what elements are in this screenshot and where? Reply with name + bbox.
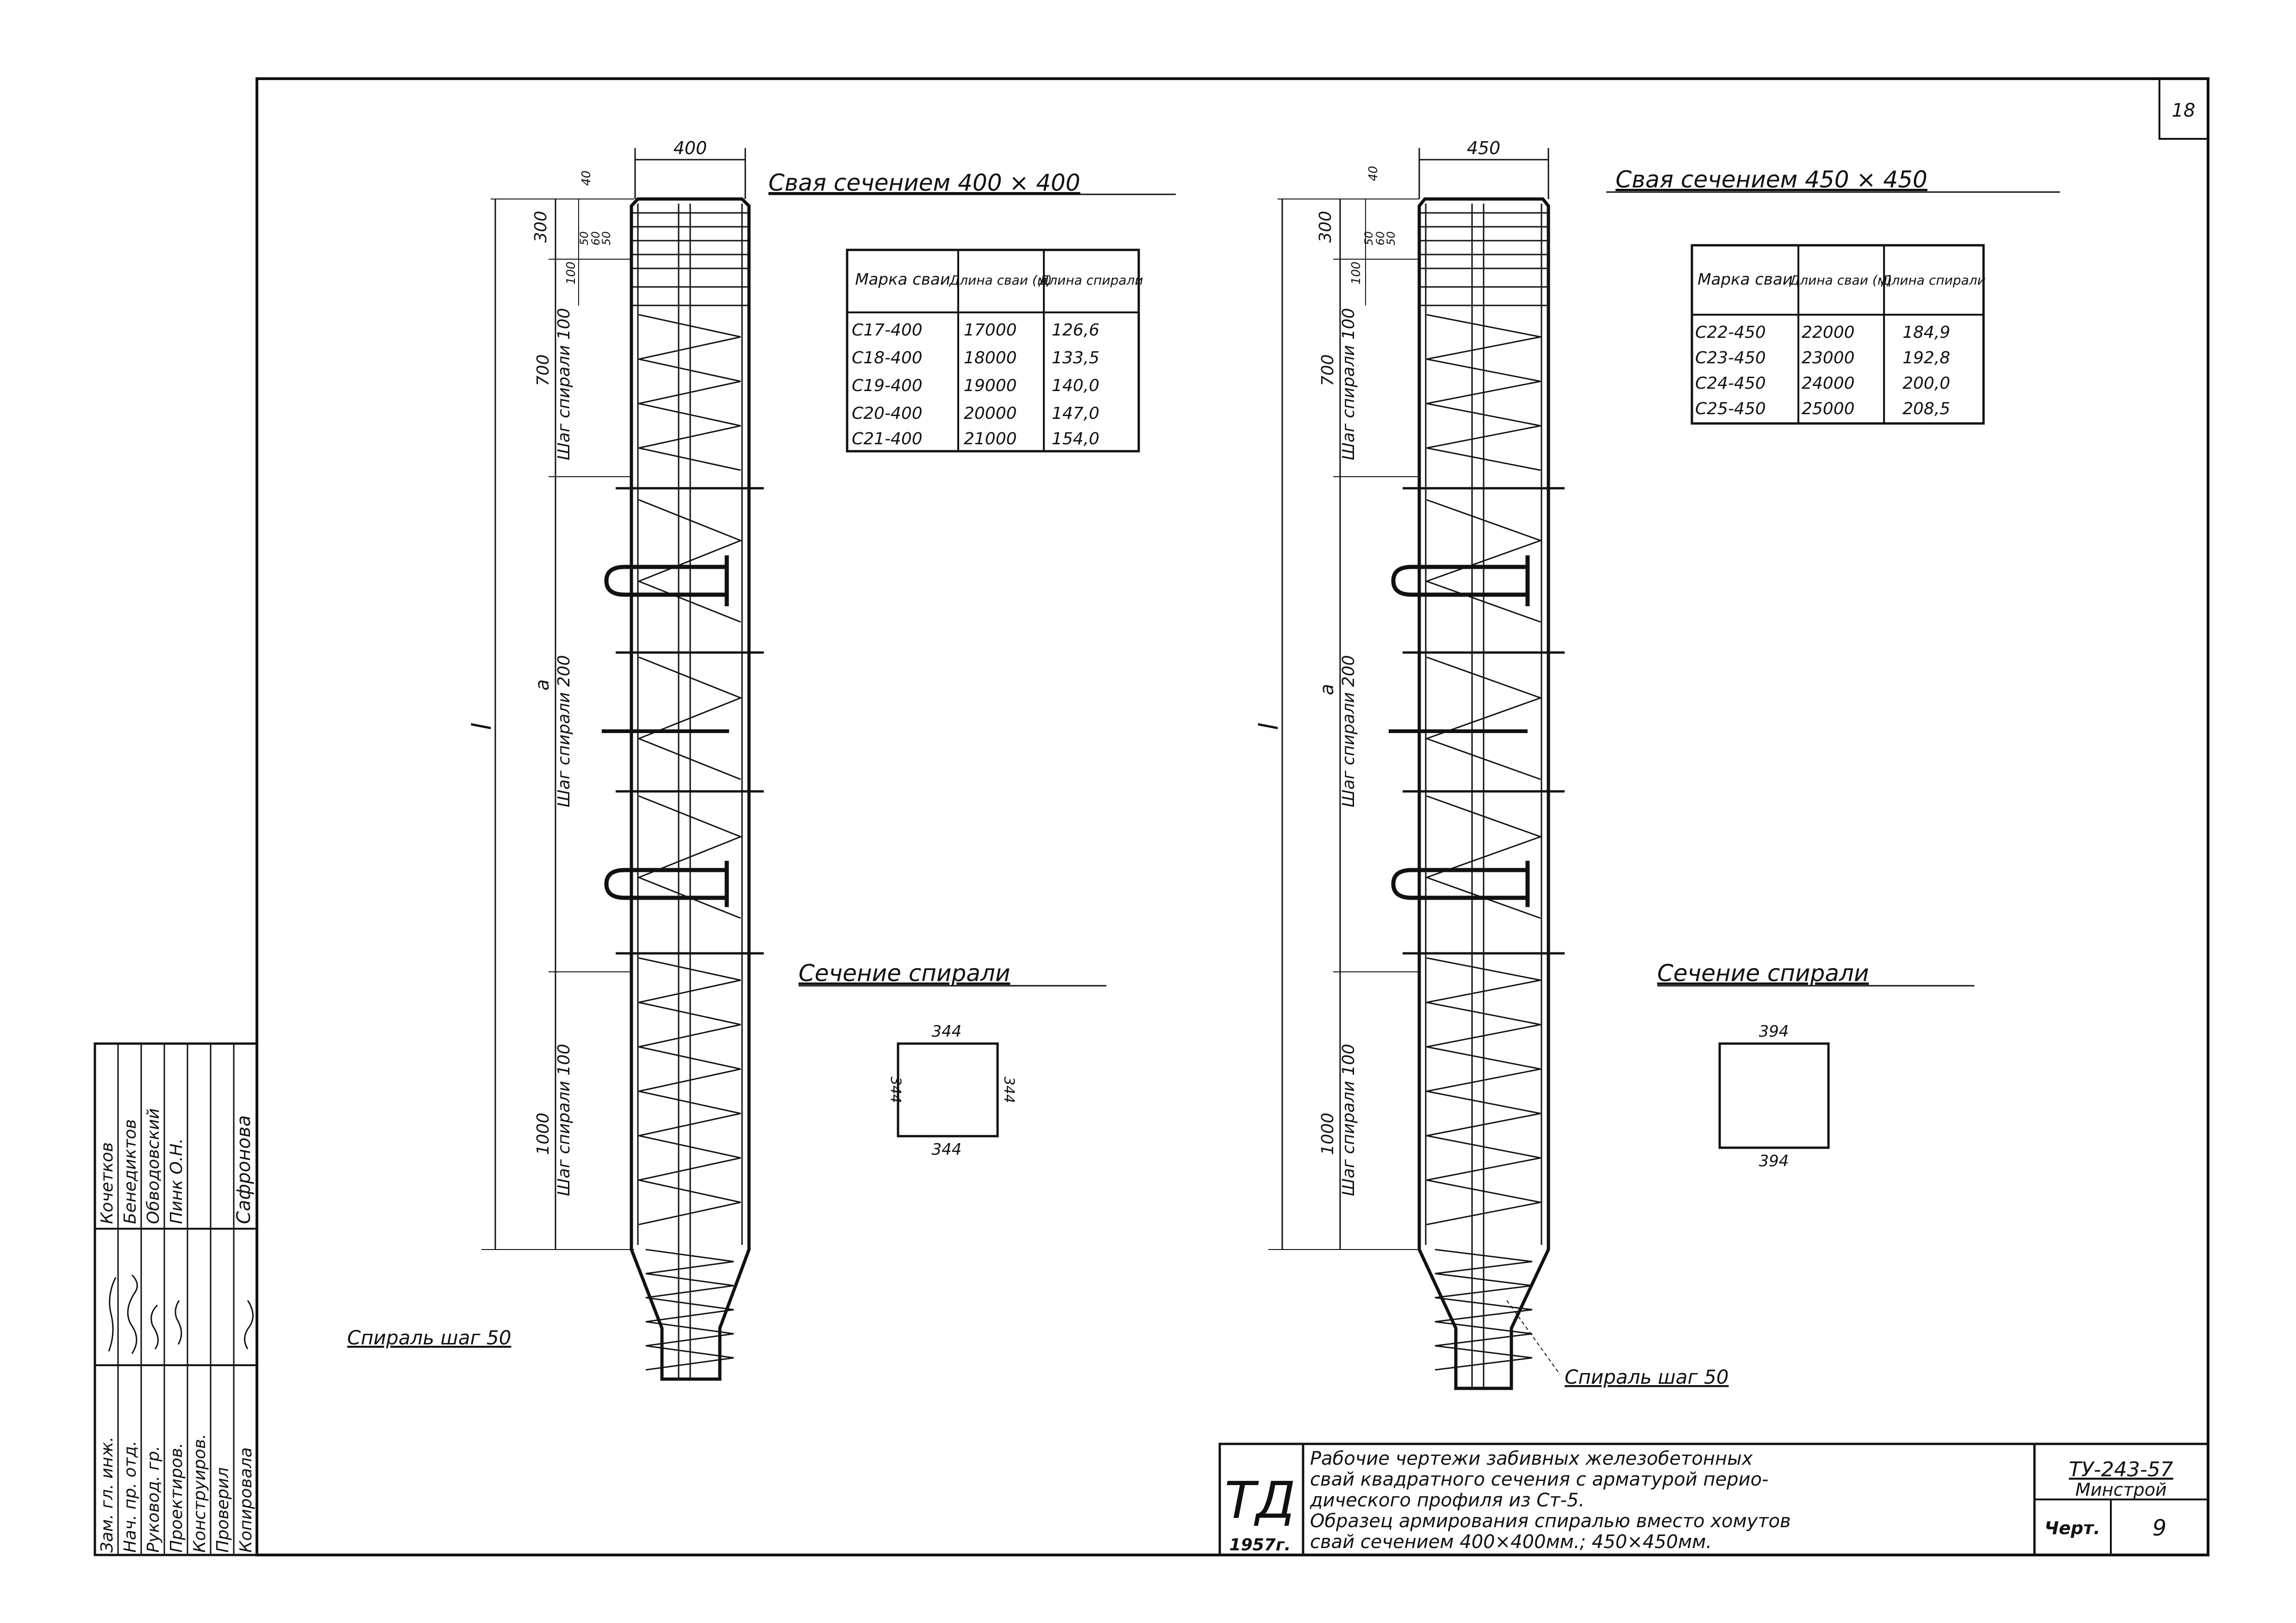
table-cell-length: 25000 xyxy=(1802,399,1855,418)
left-pile-drawing xyxy=(347,138,764,1379)
description-line-3: Образец армирования спиралью вместо хомутов xyxy=(1310,1511,1791,1532)
table-row xyxy=(1695,374,1950,393)
table-cell-spiral: 133,5 xyxy=(1052,348,1100,367)
table-cell-spiral: 126,6 xyxy=(1052,321,1100,340)
section-dim-top: 344 xyxy=(931,1022,962,1041)
table-row xyxy=(1695,348,1950,367)
role-2: Руковод. гр. xyxy=(144,1445,163,1553)
role-0: Зам. гл. инж. xyxy=(98,1436,117,1553)
left-spiral-section xyxy=(799,960,1106,1159)
dim-l: l xyxy=(1254,723,1284,730)
lifting-loop xyxy=(606,567,727,595)
role-5: Проверил xyxy=(213,1467,232,1553)
title-block xyxy=(1220,1444,2208,1555)
table-cell-mark: С17-400 xyxy=(852,321,923,340)
step-label-100: Шаг спирали 100 xyxy=(1339,308,1358,460)
doc-code: ТУ-243-57 xyxy=(2069,1458,2173,1481)
step-label-200: Шаг спирали 200 xyxy=(555,655,574,808)
description-line-1: свай квадратного сечения с арматурой перио- xyxy=(1310,1469,1769,1490)
step-label-200: Шаг спирали 200 xyxy=(1339,655,1358,808)
table-header-mark: Марка сваи xyxy=(855,270,950,289)
left-pile-title: Свая сечением 400 × 400 xyxy=(768,169,1080,196)
signature-scribble xyxy=(109,1277,116,1351)
table-cell-spiral: 184,9 xyxy=(1903,323,1951,342)
description-line-0: Рабочие чертежи забивных железобетонных xyxy=(1310,1448,1753,1469)
lifting-loop xyxy=(1393,870,1528,898)
dim-700: 700 xyxy=(534,354,553,386)
table-row xyxy=(1695,323,1950,342)
lifting-loop xyxy=(606,870,727,898)
dim-300: 300 xyxy=(1316,211,1335,243)
sheet-label: Черт. xyxy=(2044,1518,2101,1538)
dim-60: 60 xyxy=(589,231,602,246)
table-cell-spiral: 154,0 xyxy=(1052,429,1100,448)
left-pile-table xyxy=(847,250,1143,451)
name-1: Бенедиктов xyxy=(121,1119,140,1224)
tip-label: Спираль шаг 50 xyxy=(347,1326,512,1349)
signature-scribble xyxy=(175,1300,181,1344)
table-cell-length: 19000 xyxy=(964,376,1017,395)
table-cell-mark: С23-450 xyxy=(1695,348,1766,367)
table-cell-length: 21000 xyxy=(964,429,1017,448)
table-cell-length: 17000 xyxy=(964,321,1017,340)
signature-scribble xyxy=(128,1275,137,1354)
table-cell-spiral: 192,8 xyxy=(1903,348,1951,367)
right-pile-title: Свая сечением 450 × 450 xyxy=(1616,166,1928,193)
dim-300: 300 xyxy=(531,211,550,243)
dim-l: l xyxy=(467,723,497,730)
dim-a: a xyxy=(1316,684,1338,696)
table-header-spiral: Длина спирали xyxy=(1881,273,1986,288)
step-label-100b: Шаг спирали 100 xyxy=(555,1044,574,1196)
section-title: Сечение спирали xyxy=(799,960,1011,987)
signature-scribble xyxy=(245,1300,253,1349)
section-dim-left: 344 xyxy=(887,1076,904,1103)
table-row xyxy=(852,321,1099,340)
table-cell-spiral: 140,0 xyxy=(1052,376,1100,395)
role-3: Проектиров. xyxy=(167,1443,186,1553)
section-dim-bottom: 394 xyxy=(1759,1152,1789,1170)
dim-60: 60 xyxy=(1374,231,1387,246)
right-pile-table xyxy=(1692,245,1986,423)
table-cell-mark: С22-450 xyxy=(1695,323,1766,342)
dim-100: 100 xyxy=(564,261,578,285)
pile-width-dimension: 450 xyxy=(1466,138,1501,158)
name-3: Пинк О.Н. xyxy=(167,1138,186,1224)
table-cell-mark: С25-450 xyxy=(1695,399,1766,418)
table-header-spiral: Длина спирали xyxy=(1039,273,1143,288)
pile-width-dimension: 400 xyxy=(673,138,707,158)
right-spiral-section xyxy=(1657,960,1974,1170)
name-5: Сафронова xyxy=(233,1115,255,1224)
sheet-border xyxy=(257,79,2208,1555)
table-cell-length: 24000 xyxy=(1802,374,1855,393)
section-dim-bottom: 344 xyxy=(931,1140,962,1159)
step-label-100: Шаг спирали 100 xyxy=(555,308,574,460)
dim-50b: 50 xyxy=(1385,231,1398,246)
table-cell-spiral: 200,0 xyxy=(1903,374,1951,393)
table-header-length: Длина сваи (м) xyxy=(949,273,1052,288)
table-cell-length: 22000 xyxy=(1802,323,1855,342)
role-1: Нач. пр. отд. xyxy=(121,1441,140,1553)
dim-1000: 1000 xyxy=(534,1113,553,1155)
sheet-number: 18 xyxy=(2171,100,2196,121)
year: 1957г. xyxy=(1229,1536,1291,1555)
table-cell-spiral: 147,0 xyxy=(1052,404,1100,423)
org: Минстрой xyxy=(2075,1480,2167,1500)
section-dim-right: 344 xyxy=(1001,1076,1017,1103)
drawing-number: 9 xyxy=(2152,1515,2167,1541)
table-cell-mark: С18-400 xyxy=(852,348,923,367)
table-header-length: Длина сваи (м) xyxy=(1790,273,1892,288)
name-0: Кочетков xyxy=(98,1142,117,1224)
section-title: Сечение спирали xyxy=(1657,960,1869,987)
name-2: Обводовский xyxy=(144,1108,163,1224)
table-cell-spiral: 208,5 xyxy=(1903,399,1951,418)
dim-1000: 1000 xyxy=(1318,1113,1337,1155)
role-6: Копировала xyxy=(237,1447,256,1553)
table-cell-mark: С19-400 xyxy=(852,376,923,395)
table-cell-length: 18000 xyxy=(964,348,1017,367)
tip-label: Спираль шаг 50 xyxy=(1565,1366,1729,1388)
table-cell-mark: С20-400 xyxy=(852,404,923,423)
signature-block xyxy=(95,1044,257,1555)
table-cell-length: 20000 xyxy=(964,404,1017,423)
table-cell-mark: С21-400 xyxy=(852,429,923,448)
section-square xyxy=(1720,1044,1828,1148)
table-header-mark: Марка сваи xyxy=(1697,270,1793,289)
dim-50b: 50 xyxy=(600,231,613,246)
table-row xyxy=(852,376,1099,395)
dim-40: 40 xyxy=(580,170,593,186)
dim-50: 50 xyxy=(1362,231,1375,246)
table-row xyxy=(852,348,1099,367)
table-cell-mark: С24-450 xyxy=(1695,374,1766,393)
table-row xyxy=(852,404,1099,423)
description-line-4: свай сечением 400×400мм.; 450×450мм. xyxy=(1310,1531,1712,1553)
section-dim-top: 394 xyxy=(1759,1022,1789,1041)
dim-a: a xyxy=(532,679,553,691)
description-line-2: дического профиля из Ст-5. xyxy=(1310,1490,1585,1511)
table-row xyxy=(1695,399,1950,418)
dim-100: 100 xyxy=(1349,261,1363,285)
section-square xyxy=(898,1044,998,1136)
right-pile-drawing xyxy=(1254,138,1728,1388)
dim-40: 40 xyxy=(1366,166,1380,181)
lifting-loop xyxy=(1393,567,1528,595)
dim-700: 700 xyxy=(1318,354,1337,386)
step-label-100b: Шаг спирали 100 xyxy=(1339,1044,1358,1196)
signature-scribble xyxy=(151,1305,158,1349)
table-cell-length: 23000 xyxy=(1802,348,1855,367)
role-4: Конструиров. xyxy=(190,1434,209,1553)
dim-50: 50 xyxy=(578,231,591,246)
table-row xyxy=(852,429,1099,448)
logo: ТД xyxy=(1224,1471,1296,1530)
